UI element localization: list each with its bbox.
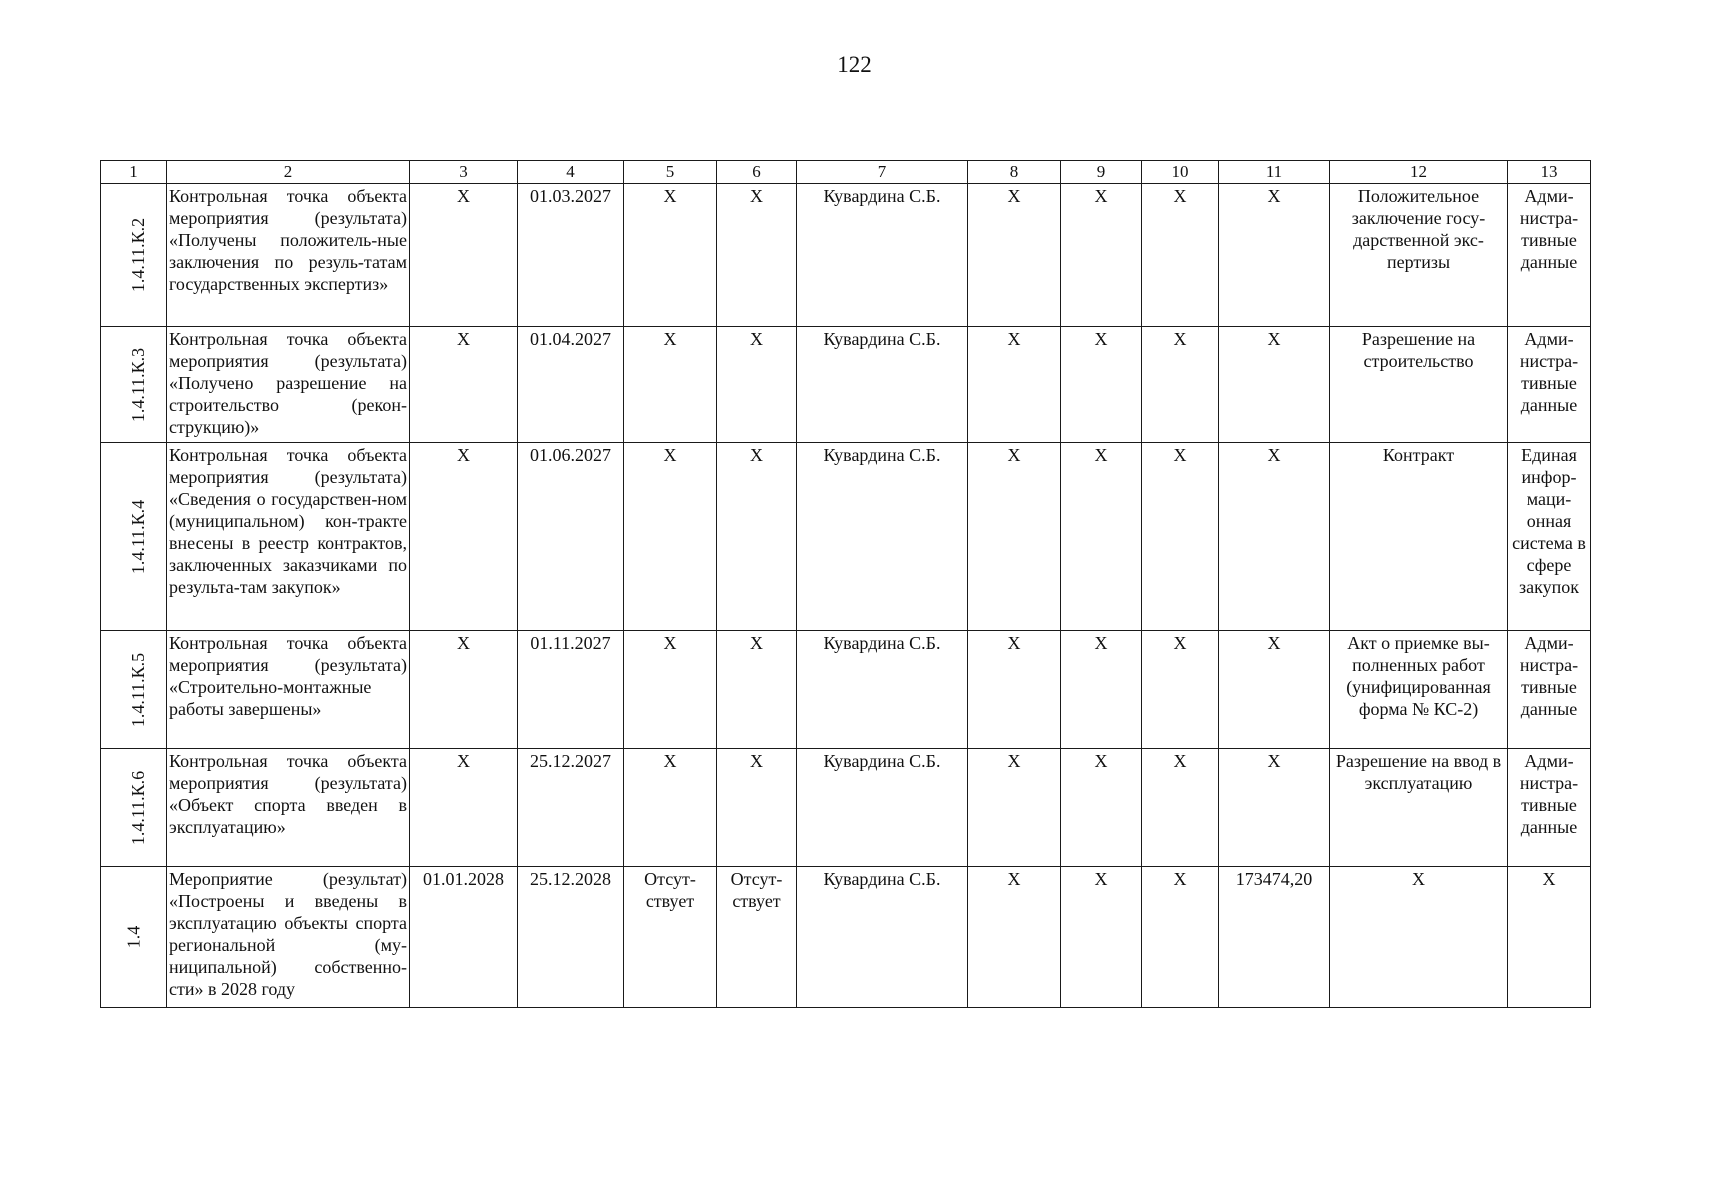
- row-code: 1.4: [123, 925, 144, 949]
- cell-col10: Х: [1142, 631, 1219, 749]
- cell-document: Разрешение на ввод в эксплуатацию: [1330, 749, 1508, 867]
- table-row: [101, 867, 1591, 1008]
- cell-col5: Х: [624, 184, 717, 327]
- cell-source: Адми-нистра-тивные данные: [1508, 184, 1591, 327]
- column-header-9: 9: [1061, 161, 1142, 184]
- cell-col9: Х: [1061, 631, 1142, 749]
- cell-source: Х: [1508, 867, 1591, 1008]
- cell-col10: Х: [1142, 443, 1219, 631]
- column-header-5: 5: [624, 161, 717, 184]
- cell-col5: Х: [624, 631, 717, 749]
- cell-col11: Х: [1219, 749, 1330, 867]
- cell-col10: Х: [1142, 867, 1219, 1008]
- cell-source: Адми-нистра-тивные данные: [1508, 327, 1591, 443]
- cell-col6: Х: [717, 631, 797, 749]
- column-header-13: 13: [1508, 161, 1591, 184]
- row-code: 1.4.11.К.2: [128, 217, 149, 293]
- cell-col4: 25.12.2028: [518, 867, 624, 1008]
- cell-col6: Отсут-ствует: [717, 867, 797, 1008]
- cell-col6: Х: [717, 327, 797, 443]
- cell-responsible: Кувардина С.Б.: [797, 443, 968, 631]
- cell-col10: Х: [1142, 327, 1219, 443]
- cell-source: Адми-нистра-тивные данные: [1508, 631, 1591, 749]
- cell-col4: 01.11.2027: [518, 631, 624, 749]
- cell-responsible: Кувардина С.Б.: [797, 327, 968, 443]
- row-description: Мероприятие (результат) «Построены и введены в эксплуатацию объекты спорта региональной (му-ниципальной) собственно-сти» в 2028 году: [167, 867, 410, 1008]
- cell-col5: Отсут-ствует: [624, 867, 717, 1008]
- cell-source: Адми-нистра-тивные данные: [1508, 749, 1591, 867]
- column-header-7: 7: [797, 161, 968, 184]
- cell-source: Единая инфор-маци-онная система в сфере закупок: [1508, 443, 1591, 631]
- row-description: Контрольная точка объекта мероприятия (результата) «Сведения о государствен-ном (муниципальном) кон-тракте внесены в реестр контрактов, заключенных заказчиками по результа-там закупок»: [167, 443, 410, 631]
- cell-responsible: Кувардина С.Б.: [797, 749, 968, 867]
- column-header-12: 12: [1330, 161, 1508, 184]
- cell-col11: Х: [1219, 443, 1330, 631]
- row-code-cell: [101, 867, 167, 1008]
- header-row: [101, 161, 1591, 184]
- row-code-cell: [101, 631, 167, 749]
- cell-col8: Х: [968, 867, 1061, 1008]
- table-row: [101, 184, 1591, 327]
- control-points-table: [100, 160, 1591, 1008]
- row-code-cell: [101, 327, 167, 443]
- cell-col9: Х: [1061, 184, 1142, 327]
- cell-document: Положительное заключение госу-дарственной экс-пертизы: [1330, 184, 1508, 327]
- cell-col3: Х: [410, 327, 518, 443]
- row-code-cell: [101, 443, 167, 631]
- cell-document: Разрешение на строительство: [1330, 327, 1508, 443]
- cell-col4: 01.06.2027: [518, 443, 624, 631]
- row-description: Контрольная точка объекта мероприятия (результата) «Строительно-монтажные работы завершены»: [167, 631, 410, 749]
- cell-col9: Х: [1061, 867, 1142, 1008]
- cell-col4: 01.04.2027: [518, 327, 624, 443]
- cell-col11: 173474,20: [1219, 867, 1330, 1008]
- cell-col3: Х: [410, 443, 518, 631]
- row-code-cell: [101, 749, 167, 867]
- cell-document: Х: [1330, 867, 1508, 1008]
- cell-document: Контракт: [1330, 443, 1508, 631]
- cell-col5: Х: [624, 749, 717, 867]
- column-header-10: 10: [1142, 161, 1219, 184]
- cell-responsible: Кувардина С.Б.: [797, 867, 968, 1008]
- table-row: [101, 749, 1591, 867]
- cell-col10: Х: [1142, 184, 1219, 327]
- column-header-2: 2: [167, 161, 410, 184]
- column-header-1: 1: [101, 161, 167, 184]
- column-header-6: 6: [717, 161, 797, 184]
- cell-col3: Х: [410, 631, 518, 749]
- cell-responsible: Кувардина С.Б.: [797, 631, 968, 749]
- cell-col10: Х: [1142, 749, 1219, 867]
- cell-col4: 25.12.2027: [518, 749, 624, 867]
- row-code: 1.4.11.К.6: [128, 770, 149, 845]
- column-header-11: 11: [1219, 161, 1330, 184]
- row-code: 1.4.11.К.4: [128, 499, 149, 574]
- row-code: 1.4.11.К.3: [128, 347, 149, 422]
- cell-col5: Х: [624, 443, 717, 631]
- cell-document: Акт о приемке вы-полненных работ (унифицированная форма № КС-2): [1330, 631, 1508, 749]
- cell-col9: Х: [1061, 443, 1142, 631]
- table-row: [101, 631, 1591, 749]
- cell-col9: Х: [1061, 749, 1142, 867]
- cell-col9: Х: [1061, 327, 1142, 443]
- row-description: Контрольная точка объекта мероприятия (результата) «Получено разрешение на строительство (рекон-струкцию)»: [167, 327, 410, 443]
- cell-col3: 01.01.2028: [410, 867, 518, 1008]
- cell-col8: Х: [968, 749, 1061, 867]
- row-description: Контрольная точка объекта мероприятия (результата) «Получены положитель-ные заключения по резуль-татам государственных экспертиз»: [167, 184, 410, 327]
- cell-col8: Х: [968, 184, 1061, 327]
- cell-col6: Х: [717, 184, 797, 327]
- table-row: [101, 327, 1591, 443]
- table-body: [101, 184, 1591, 1008]
- row-code-cell: [101, 184, 167, 327]
- column-header-8: 8: [968, 161, 1061, 184]
- table-row: [101, 443, 1591, 631]
- cell-col8: Х: [968, 443, 1061, 631]
- column-header-4: 4: [518, 161, 624, 184]
- cell-responsible: Кувардина С.Б.: [797, 184, 968, 327]
- cell-col8: Х: [968, 327, 1061, 443]
- cell-col6: Х: [717, 749, 797, 867]
- row-code: 1.4.11.К.5: [128, 652, 149, 727]
- cell-col6: Х: [717, 443, 797, 631]
- cell-col3: Х: [410, 749, 518, 867]
- cell-col4: 01.03.2027: [518, 184, 624, 327]
- column-header-3: 3: [410, 161, 518, 184]
- cell-col11: Х: [1219, 184, 1330, 327]
- page-number: 122: [837, 52, 872, 77]
- cell-col11: Х: [1219, 327, 1330, 443]
- table-header: [101, 161, 1591, 184]
- cell-col5: Х: [624, 327, 717, 443]
- cell-col11: Х: [1219, 631, 1330, 749]
- row-description: Контрольная точка объекта мероприятия (результата) «Объект спорта введен в эксплуатацию»: [167, 749, 410, 867]
- cell-col8: Х: [968, 631, 1061, 749]
- cell-col3: Х: [410, 184, 518, 327]
